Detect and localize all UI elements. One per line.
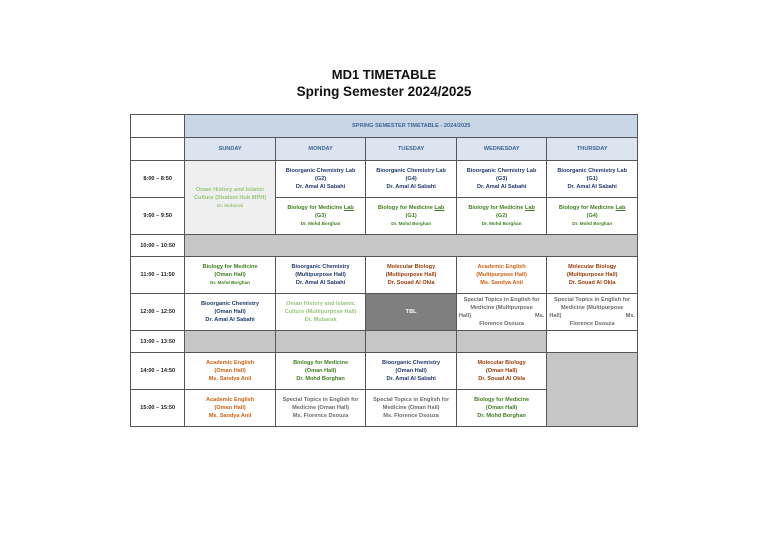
- course-name: Molecular Biology: [568, 264, 617, 270]
- course-name: Oman History and Islamic Culture (Multipurpose Hall): [284, 301, 357, 315]
- course-line-2: Medicine (Multipurpose: [470, 305, 533, 311]
- class-cell: [366, 198, 457, 235]
- course-line-1: Special Topics in English for: [554, 297, 631, 303]
- instructor: Dr. Mohd Borghan: [210, 280, 250, 285]
- instructor: Dr. Mohd Borghan: [296, 376, 345, 382]
- table-row: [131, 331, 638, 353]
- class-cell: [275, 353, 366, 390]
- instructor: Ms. Sandya Anil: [480, 280, 523, 286]
- instructor: Dr. Souad Al Okla: [387, 280, 435, 286]
- class-cell: [547, 294, 638, 331]
- break-cell: [366, 331, 457, 353]
- course-name: Bioorganic Chemistry: [382, 360, 441, 366]
- time-cell: 9:00 – 9:50: [131, 198, 185, 235]
- break-cell: [185, 235, 638, 257]
- instructor: Dr. Mubarak: [304, 317, 337, 323]
- class-cell: [185, 257, 276, 294]
- time-cell: 15:00 – 15:50: [131, 390, 185, 427]
- time-cell: 8:00 – 8:50: [131, 161, 185, 198]
- day-wednesday: WEDNESDAY: [456, 138, 547, 161]
- instructor: Dr. Amal Al Sabahi: [295, 184, 346, 190]
- room: (Oman Hall): [485, 405, 518, 411]
- table-row: [131, 257, 638, 294]
- group: (G1): [405, 213, 417, 219]
- table-row: [131, 235, 638, 257]
- course-name: Biology for Medicine Lab: [287, 205, 354, 211]
- table-header-row: [131, 115, 638, 138]
- group: (G2): [496, 213, 508, 219]
- instructor: Dr. Souad Al Okla: [478, 376, 525, 382]
- room: (Oman Hall): [485, 368, 518, 374]
- course-name: Molecular Biology: [477, 360, 526, 366]
- corner-cell-2: [131, 138, 185, 161]
- course-line-2: Medicine (Oman Hall): [382, 405, 440, 411]
- course-name: Bioorganic Chemistry Lab: [285, 168, 356, 174]
- time-cell: 14:00 – 14:50: [131, 353, 185, 390]
- course-line-1: Special Topics in English for: [373, 397, 450, 403]
- empty-cell: [547, 353, 638, 427]
- time-cell: 13:00 – 13:50: [131, 331, 185, 353]
- instructor: Dr. Mohd Borghan: [477, 413, 526, 419]
- group: (G3): [314, 213, 327, 219]
- class-cell: [366, 257, 457, 294]
- group: (G4): [405, 176, 417, 182]
- class-cell: [456, 390, 547, 427]
- room: (Oman Hall): [214, 272, 246, 278]
- course-line-3: Hall) Ms.: [458, 313, 545, 319]
- class-cell: [456, 198, 547, 235]
- class-cell: [275, 294, 366, 331]
- class-cell: [366, 161, 457, 198]
- course-line-1: Special Topics in English for: [282, 397, 359, 403]
- course-name: Molecular Biology: [387, 264, 436, 270]
- instructor: Dr. Mohd Borghan: [572, 221, 613, 226]
- timetable: [130, 114, 638, 427]
- course-line-2: Medicine (Multipurpose: [560, 305, 624, 311]
- instructor: Dr. Amal Al Sabahi: [205, 317, 255, 323]
- time-cell: 10:00 – 10:50: [131, 235, 185, 257]
- group: (G2): [314, 176, 327, 182]
- course-name: Bioorganic Chemistry: [201, 301, 260, 307]
- instructor: Florence Dsouza: [479, 321, 524, 327]
- class-cell: [456, 257, 547, 294]
- room: (Multipurpose Hall): [476, 272, 527, 278]
- instructor: Dr. Amal Al Sabahi: [476, 184, 527, 190]
- instructor: Ms. Sandya Anil: [208, 413, 252, 419]
- break-cell: [456, 331, 547, 353]
- class-cell: [547, 198, 638, 235]
- course-name: Academic English: [205, 360, 255, 366]
- class-cell: [547, 257, 638, 294]
- time-cell: 12:00 – 12:50: [131, 294, 185, 331]
- group: (G4): [586, 213, 598, 219]
- instructor: Dr. Mubarak: [216, 202, 244, 208]
- course-name: Biology for Medicine: [474, 397, 530, 403]
- class-cell: [275, 161, 366, 198]
- day-tuesday: TUESDAY: [366, 138, 457, 161]
- days-row: [131, 138, 638, 161]
- class-cell: [275, 198, 366, 235]
- room: (Oman Hall): [214, 309, 246, 315]
- break-cell: [185, 331, 276, 353]
- course-name: Biology for Medicine Lab: [558, 205, 626, 211]
- instructor: Dr. Amal Al Sabahi: [386, 376, 436, 382]
- course-name: Academic English: [205, 397, 255, 403]
- class-cell: [185, 353, 276, 390]
- table-row: [131, 161, 638, 198]
- course-line-3: Hall) Ms.: [549, 313, 635, 319]
- class-cell: [456, 353, 547, 390]
- room: (Oman Hall): [395, 368, 427, 374]
- instructor: Dr. Amal Al Sabahi: [567, 184, 617, 190]
- day-thursday: THURSDAY: [547, 138, 638, 161]
- course-name: Biology for Medicine: [293, 360, 349, 366]
- class-cell: [185, 294, 276, 331]
- page-subtitle: Spring Semester 2024/2025: [296, 84, 472, 99]
- group: (G1): [586, 176, 598, 182]
- page-title-block: [0, 66, 768, 100]
- room: (Multipurpose Hall): [295, 272, 346, 278]
- course-name: Oman History and Islamic Culture (Student Hub MPH): [194, 186, 267, 201]
- class-cell: [275, 390, 366, 427]
- course-name: Biology for Medicine Lab: [468, 205, 535, 211]
- day-monday: MONDAY: [275, 138, 366, 161]
- room: (Oman Hall): [214, 368, 246, 374]
- class-cell: [547, 161, 638, 198]
- course-name: Academic English: [477, 264, 526, 270]
- instructor: Dr. Mohd Borghan: [481, 221, 522, 226]
- class-cell: [366, 390, 457, 427]
- table-row: [131, 294, 638, 331]
- room: (Oman Hall): [304, 368, 337, 374]
- page-title: MD1 TIMETABLE: [331, 67, 437, 82]
- break-cell: [275, 331, 366, 353]
- course-line-2: Medicine (Oman Hall): [292, 405, 350, 411]
- room: (Oman Hall): [214, 405, 246, 411]
- course-name: Bioorganic Chemistry: [291, 264, 350, 270]
- table-header: SPRING SEMESTER TIMETABLE - 2024/2025: [185, 115, 638, 138]
- instructor: Dr. Amal Al Sabahi: [295, 280, 346, 286]
- class-cell: [275, 257, 366, 294]
- instructor: Dr. Souad Al Okla: [568, 280, 616, 286]
- course-name: Biology for Medicine Lab: [377, 205, 445, 211]
- instructor: Dr. Mohd Borghan: [300, 221, 341, 226]
- course-name: Bioorganic Chemistry Lab: [376, 168, 446, 174]
- class-cell: [366, 353, 457, 390]
- instructor: Florence Dsouza: [569, 321, 615, 327]
- group: (G3): [496, 176, 508, 182]
- class-cell-sunday-morning: [185, 161, 276, 235]
- class-cell: [456, 294, 547, 331]
- instructor: Dr. Amal Al Sabahi: [386, 184, 436, 190]
- course-line-1: Special Topics in English for: [463, 297, 540, 303]
- empty-cell: [547, 331, 638, 353]
- room: (Multipurpose Hall): [385, 272, 437, 278]
- corner-cell: [131, 115, 185, 138]
- instructor: Ms. Florence Dsouza: [292, 413, 349, 419]
- class-cell: [185, 390, 276, 427]
- course-name: Bioorganic Chemistry Lab: [466, 168, 537, 174]
- course-name: Biology for Medicine: [202, 264, 258, 270]
- time-cell: 11:00 – 11:50: [131, 257, 185, 294]
- course-name: Bioorganic Chemistry Lab: [557, 168, 627, 174]
- table-row: [131, 353, 638, 390]
- tbl-cell: TBL: [366, 294, 457, 331]
- class-cell: [456, 161, 547, 198]
- instructor: Ms. Sandya Anil: [208, 376, 252, 382]
- day-sunday: SUNDAY: [185, 138, 276, 161]
- instructor: Dr. Mohd Borghan: [391, 221, 431, 226]
- instructor: Ms. Florence Dsouza: [383, 413, 439, 419]
- room: (Multipurpose Hall): [566, 272, 618, 278]
